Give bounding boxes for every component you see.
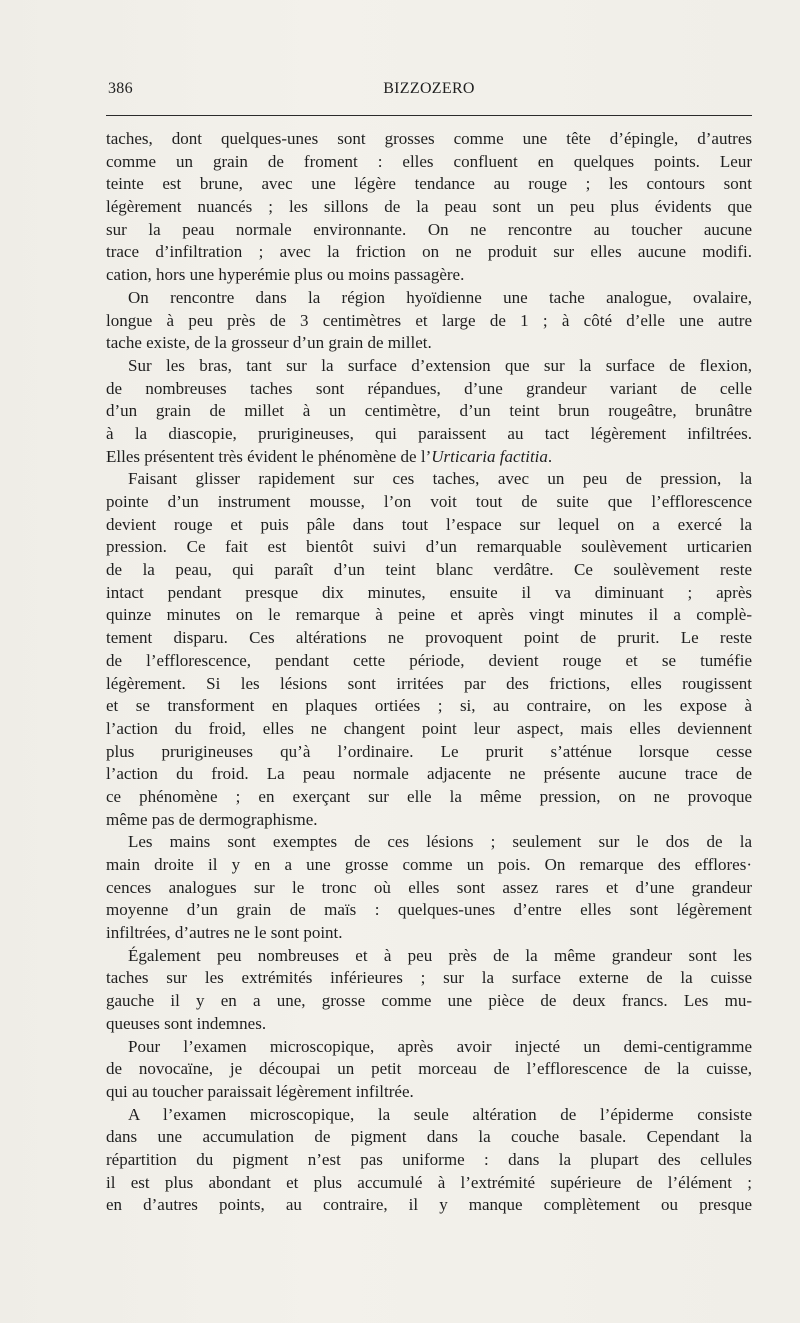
text-line: de nombreuses taches sont répandues, d’une grandeur variant de celle [106,378,752,398]
text-line-start: Elles présentent très évident le phénomène de l’ [106,446,432,466]
text-line: tement disparu. Ces altérations ne provoquent point de prurit. Le reste [106,628,752,648]
text-line: légèrement. Si les lésions sont irritées par des frictions, elles rougissent [106,673,752,693]
text-line: Les mains sont exemptes de ces lésions ; seulement sur le dos de la [128,832,752,852]
text-line: ce phénomène ; en exerçant sur elle la même pression, on ne provoque [106,786,752,806]
text-line-urticaria [106,446,752,469]
text-line: devient rouge et puis pâle dans tout l’espace sur lequel on a exercé la [106,514,752,534]
text-line: moyenne d’un grain de maïs : quelques-unes d’entre elles sont légèrement [106,900,752,920]
text-line: cences analogues sur le tronc où elles sont assez rares et d’une grandeur [106,877,752,897]
text-line: intact pendant presque dix minutes, ensuite il va diminuant ; après [106,582,752,602]
text-line: Faisant glisser rapidement sur ces taches, avec un peu de pression, la [128,469,752,489]
text-line: taches, dont quelques-unes sont grosses comme une tête d’épingle, d’autres [106,129,752,148]
text-line: Pour l’examen microscopique, après avoir injecté un demi-centigramme [128,1036,752,1056]
text-line: trace d’infiltration ; avec la friction on ne produit sur elles aucune modifi. [106,242,752,262]
text-line: Également peu nombreuses et à peu près de la même grandeur sont les [128,945,752,965]
text-line: Sur les bras, tant sur la surface d’extension que sur la surface de flexion, [128,355,752,375]
text-line: d’un grain de millet à un centimètre, d’un teint brun rougeâtre, brunâtre [106,401,752,421]
text-line: tache existe, de la grosseur d’un grain de millet. [106,333,432,353]
page-number: 386 [108,80,133,97]
text-line: longue à peu près de 3 centimètres et large de 1 ; à côté d’elle une autre [106,310,752,330]
header-rule [106,115,752,116]
text-line: teinte est brune, avec une légère tendance au rouge ; les contours sont [106,174,752,194]
text-line: main droite il y en a une grosse comme un pois. On remarque des efflores· [106,855,752,874]
text-line: comme un grain de froment : elles confluent en quelques points. Leur [106,151,752,171]
text-line: l’action du froid. La peau normale adjacente ne présente aucune trace de [106,764,752,784]
line-end-punctuation: . [547,446,553,466]
text-line: l’action du froid, elles ne changent point leur aspect, mais elles deviennent [106,718,752,738]
text-line: plus prurigineuses qu’à l’ordinaire. Le prurit s’atténue lorsque cesse [106,741,752,761]
text-line: de l’efflorescence, pendant cette période, devient rouge et se tuméfie [106,650,752,670]
text-line: taches sur les extrémités inférieures ; sur la surface externe de la cuisse [106,968,752,988]
text-line: répartition du pigment n’est pas uniforme : dans la plupart des cellules [106,1149,752,1169]
text-line: A l’examen microscopique, la seule altération de l’épiderme consiste [128,1104,752,1124]
text-line: gauche il y en a une, grosse comme une pièce de deux francs. Les mu- [106,991,752,1011]
text-line: pression. Ce fait est bientôt suivi d’un remarquable soulèvement urticarien [106,537,752,557]
text-line: même pas de dermographisme. [106,809,318,829]
running-head [106,80,752,102]
running-title: BIZZOZERO [383,80,475,97]
text-line: sur la peau normale environnante. On ne rencontre au toucher aucune [106,219,752,239]
text-line: cation, hors une hyperémie plus ou moins passagère. [106,265,465,285]
text-line: quinze minutes on le remarque à peine et après vingt minutes il a complè- [106,605,752,625]
text-line: On rencontre dans la région hyoïdienne une tache analogue, ovalaire, [128,287,752,307]
text-line: qui au toucher paraissait légèrement infiltrée. [106,1081,414,1101]
text-line: légèrement nuancés ; les sillons de la peau sont un peu plus évidents que [106,197,752,217]
body-text [106,128,752,1217]
italic-term: Urticaria factitia [431,446,548,466]
text-line: queuses sont indemnes. [106,1013,267,1033]
text-line: en d’autres points, au contraire, il y manque complètement ou presque [106,1195,752,1215]
text-line: dans une accumulation de pigment dans la couche basale. Cependant la [106,1127,752,1147]
text-line: à la diascopie, prurigineuses, qui paraissent au tact légèrement infiltrées. [106,423,752,443]
text-line: de novocaïne, je découpai un petit morceau de l’efflorescence de la cuisse, [106,1059,752,1079]
text-line: il est plus abondant et plus accumulé à l’extrémité supérieure de l’élément ; [106,1172,752,1192]
text-line: pointe d’un instrument mousse, l’on voit tout de suite que l’efflorescence [106,492,752,511]
text-line: de la peau, qui paraît d’un teint blanc verdâtre. Ce soulèvement reste [106,560,752,580]
text-line: infiltrées, d’autres ne le sont point. [106,923,343,943]
text-line: et se transforment en plaques ortiées ; si, au contraire, on les expose à [106,696,752,716]
